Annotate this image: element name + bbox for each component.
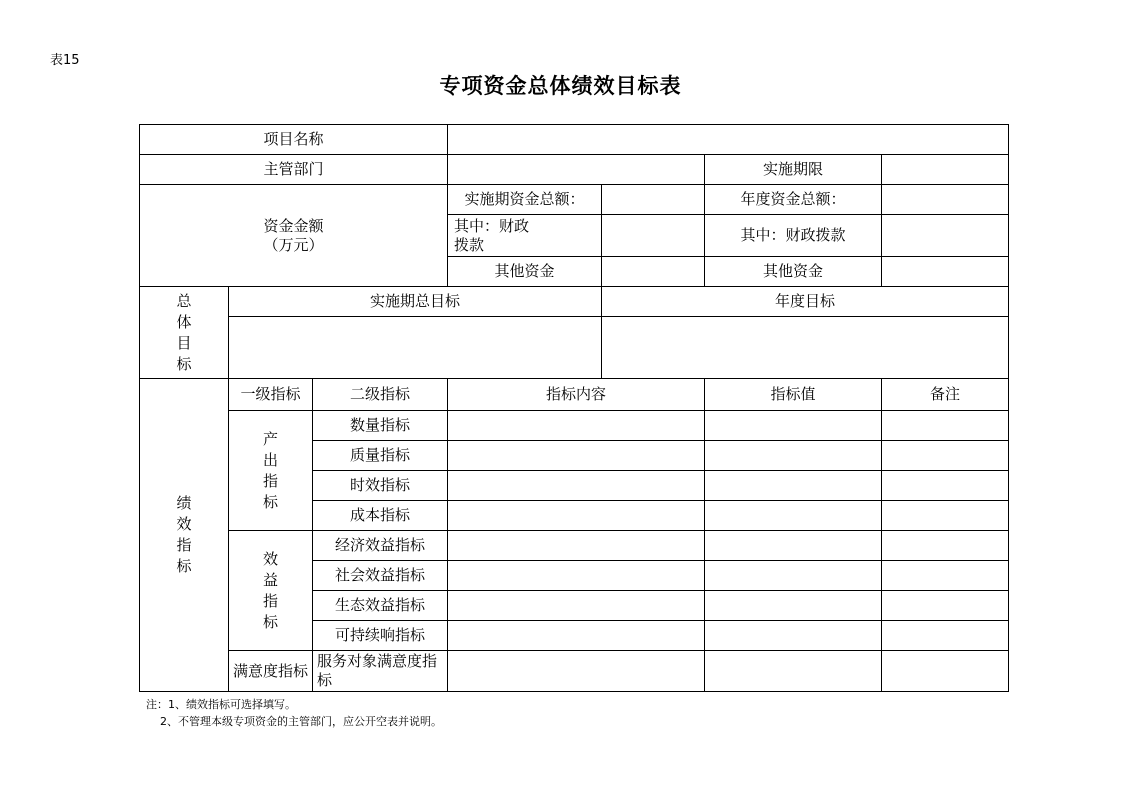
table-row [140, 531, 1009, 561]
field-remark[interactable] [882, 411, 1009, 441]
field-value[interactable] [705, 441, 882, 471]
field-remark[interactable] [882, 591, 1009, 621]
field-remark[interactable] [882, 501, 1009, 531]
field-period-target[interactable] [229, 317, 602, 379]
indicator-social: 社会效益指标 [313, 561, 448, 591]
field-content[interactable] [448, 501, 705, 531]
field-remark[interactable] [882, 561, 1009, 591]
field-remark[interactable] [882, 471, 1009, 501]
note-2: 2、不管理本级专项资金的主管部门，应公开空表并说明。 [146, 715, 442, 728]
row-project-name [140, 125, 1009, 155]
field-total-funds-period[interactable] [602, 185, 705, 215]
label-period-target: 实施期总目标 [229, 287, 602, 317]
field-content[interactable] [448, 621, 705, 651]
field-other-funds-annual[interactable] [882, 257, 1009, 287]
indicator-quality: 质量指标 [313, 441, 448, 471]
label-fiscal-grant-annual: 其中：财政拨款 [705, 215, 882, 257]
field-content[interactable] [448, 471, 705, 501]
header-level2: 二级指标 [313, 379, 448, 411]
header-level1: 一级指标 [229, 379, 313, 411]
field-remark[interactable] [882, 651, 1009, 692]
field-annual-target[interactable] [602, 317, 1009, 379]
field-value[interactable] [705, 471, 882, 501]
indicator-timeliness: 时效指标 [313, 471, 448, 501]
row-funds-total [140, 185, 1009, 215]
header-value: 指标值 [705, 379, 882, 411]
notes [146, 696, 442, 730]
field-remark[interactable] [882, 531, 1009, 561]
label-department: 主管部门 [140, 155, 448, 185]
indicator-sustainable: 可持续响指标 [313, 621, 448, 651]
field-department[interactable] [448, 155, 705, 185]
field-value[interactable] [705, 591, 882, 621]
field-value[interactable] [705, 501, 882, 531]
field-fiscal-grant-period[interactable] [602, 215, 705, 257]
field-value[interactable] [705, 621, 882, 651]
field-project-name[interactable] [448, 125, 1009, 155]
performance-target-table [139, 124, 1009, 692]
label-other-funds-annual: 其他资金 [705, 257, 882, 287]
field-annual-total-funds[interactable] [882, 185, 1009, 215]
field-other-funds-period[interactable] [602, 257, 705, 287]
header-remark: 备注 [882, 379, 1009, 411]
header-content: 指标内容 [448, 379, 705, 411]
label-overall-target: 总体目标 [140, 287, 229, 379]
field-remark[interactable] [882, 441, 1009, 471]
field-value[interactable] [705, 651, 882, 692]
indicator-quantity: 数量指标 [313, 411, 448, 441]
group-satisfaction: 满意度指标 [229, 651, 313, 692]
indicator-cost: 成本指标 [313, 501, 448, 531]
label-fiscal-grant-period: 其中：财政 拨款 [448, 215, 602, 257]
field-content[interactable] [448, 441, 705, 471]
row-overall-target-body [140, 317, 1009, 379]
page-title: 专项资金总体绩效目标表 [439, 73, 682, 98]
field-value[interactable] [705, 561, 882, 591]
label-total-funds-period: 实施期资金总额： [448, 185, 602, 215]
table-row [140, 651, 1009, 692]
note-1: 注：1、绩效指标可选择填写。 [146, 698, 296, 711]
row-overall-target-header [140, 287, 1009, 317]
table-number: 表15 [50, 53, 80, 68]
field-content[interactable] [448, 411, 705, 441]
label-project-name: 项目名称 [140, 125, 448, 155]
group-output: 产出指标 [229, 411, 313, 531]
label-funds: 资金金额 （万元） [140, 185, 448, 287]
field-fiscal-grant-annual[interactable] [882, 215, 1009, 257]
label-annual-total-funds: 年度资金总额： [705, 185, 882, 215]
field-remark[interactable] [882, 621, 1009, 651]
label-other-funds-period: 其他资金 [448, 257, 602, 287]
field-period[interactable] [882, 155, 1009, 185]
table-row [140, 411, 1009, 441]
field-content[interactable] [448, 531, 705, 561]
label-annual-target: 年度目标 [602, 287, 1009, 317]
label-period: 实施期限 [705, 155, 882, 185]
row-indicator-header [140, 379, 1009, 411]
group-benefit: 效益指标 [229, 531, 313, 651]
field-content[interactable] [448, 591, 705, 621]
field-value[interactable] [705, 411, 882, 441]
field-value[interactable] [705, 531, 882, 561]
row-department [140, 155, 1009, 185]
indicator-service-satisfaction: 服务对象满意度指标 [313, 651, 448, 692]
field-content[interactable] [448, 561, 705, 591]
indicator-ecological: 生态效益指标 [313, 591, 448, 621]
field-content[interactable] [448, 651, 705, 692]
label-performance: 绩效指标 [140, 379, 229, 692]
indicator-economic: 经济效益指标 [313, 531, 448, 561]
